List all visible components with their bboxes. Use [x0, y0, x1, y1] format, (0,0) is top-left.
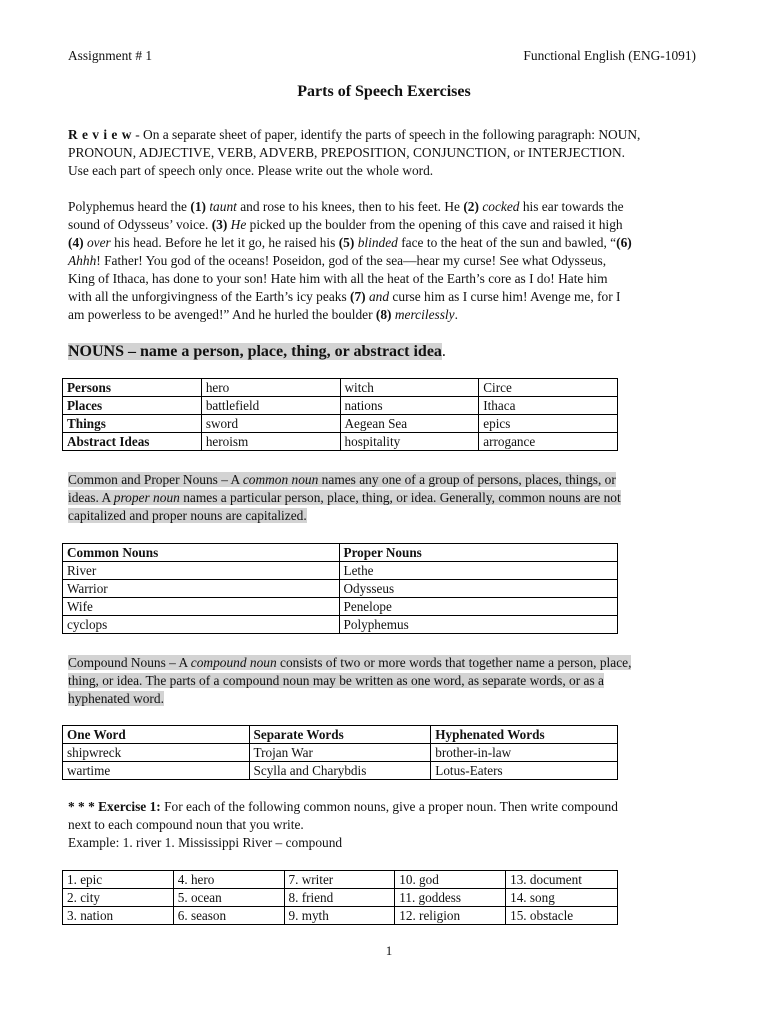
table-cell: Wife [63, 598, 340, 616]
course-label: Functional English (ENG-1091) [523, 48, 696, 63]
common-proper-table [62, 543, 618, 634]
text-span: common noun [242, 472, 319, 487]
table-cell: 15. obstacle [506, 907, 618, 925]
text-span: compound noun [190, 655, 277, 670]
table-row [63, 616, 618, 634]
table-cell: Lotus-Eaters [431, 762, 618, 780]
table-row [63, 562, 618, 580]
text-span: with all the unforgivingness of the Earth’s icy peaks [68, 289, 351, 304]
table-row [63, 907, 618, 925]
table-row [63, 397, 618, 415]
table-cell: 7. writer [284, 871, 395, 889]
table-cell: 3. nation [63, 907, 174, 925]
table-cell: witch [340, 379, 479, 397]
text-span: (3) [211, 217, 231, 232]
text-span: and [368, 289, 390, 304]
table-row [63, 871, 618, 889]
table-cell [63, 433, 202, 451]
table-cell: Odysseus [339, 580, 617, 598]
table-cell: Warrior [63, 580, 340, 598]
table-cell: shipwreck [63, 744, 250, 762]
text-span: - On a separate sheet of paper, identify the parts of speech in the following paragraph: NOUN, [131, 127, 641, 142]
text-span: (4) [68, 235, 87, 250]
exercise-table [62, 870, 618, 925]
table-row [63, 580, 618, 598]
text-span: am powerless to be avenged!” And he hurled the boulder [68, 307, 376, 322]
common-proper-line-2 [68, 489, 708, 507]
text-span: picked up the boulder from the opening of this cave and raised it high [246, 217, 623, 232]
text-span: (8) [375, 307, 395, 322]
text-span: He [230, 217, 247, 232]
table-cell: 8. friend [284, 889, 395, 907]
review-line-2: PRONOUN, ADJECTIVE, VERB, ADVERB, PREPOSITION, CONJUNCTION, or INTERJECTION. [68, 145, 625, 160]
text-span: ideas. A [68, 490, 114, 505]
table-cell: Lethe [339, 562, 617, 580]
table-cell: River [63, 562, 340, 580]
text-span: . [441, 343, 446, 360]
text-span: curse him as I curse him! Avenge me, for I [389, 289, 621, 304]
passage-line-5: King of Ithaca, has done to your son! Hate him with all the heat of the Earth’s core as I do! Hate him [68, 271, 608, 286]
exercise-line-1 [68, 798, 708, 816]
text-span [68, 655, 631, 670]
table-cell: 10. god [395, 871, 506, 889]
text-span: mercilessly [394, 307, 455, 322]
table-cell: Polyphemus [339, 616, 617, 634]
table-cell: Scylla and Charybdis [249, 762, 431, 780]
table-cell: brother-in-law [431, 744, 618, 762]
page-title: Parts of Speech Exercises [297, 83, 471, 100]
table-cell: 4. hero [173, 871, 284, 889]
passage-line-7 [68, 306, 708, 324]
text-span: and rose to his knees, then to his feet. He [236, 199, 464, 214]
exercise-label: * * * Exercise 1: [68, 799, 161, 814]
text-span: Things [67, 416, 106, 431]
text-span: Compound Nouns – A [68, 655, 191, 670]
passage-line-2 [68, 216, 708, 234]
table-cell: Aegean Sea [340, 415, 479, 433]
table-row [63, 762, 618, 780]
text-span [68, 472, 616, 487]
text-span: capitalized and proper nouns are capitalized. [68, 508, 307, 523]
text-span: For each of the following common nouns, give a proper noun. Then write compound [160, 799, 618, 814]
text-span: . [454, 307, 458, 322]
table-row [63, 379, 618, 397]
text-span: NOUNS – name a person, place, thing, or abstract idea [68, 343, 442, 360]
table-cell [63, 415, 202, 433]
exercise-example: Example: 1. river 1. Mississippi River – compound [68, 835, 343, 850]
table-cell [63, 397, 202, 415]
text-span: (2) [463, 199, 483, 214]
text-span: proper noun [113, 490, 180, 505]
table-cell: hospitality [340, 433, 479, 451]
compound-line-1 [68, 654, 708, 672]
table-cell: 9. myth [284, 907, 395, 925]
review-line-1 [68, 126, 708, 144]
table-header-row [63, 544, 618, 562]
table-cell: 11. goddess [395, 889, 506, 907]
table-cell: epics [479, 415, 618, 433]
text-span: (5) [338, 235, 358, 250]
table-header-cell: One Word [63, 726, 250, 744]
compound-table [62, 725, 618, 780]
table-header-cell: Separate Words [249, 726, 431, 744]
table-cell: Circe [479, 379, 618, 397]
table-row [63, 744, 618, 762]
review-line-3: Use each part of speech only once. Please write out the whole word. [68, 163, 434, 178]
exercise-line-2: next to each compound noun that you write. [68, 817, 304, 832]
table-cell: arrogance [479, 433, 618, 451]
page-number: 1 [385, 943, 393, 958]
passage-line-4 [68, 252, 708, 270]
passage-line-6 [68, 288, 708, 306]
table-cell: hero [201, 379, 340, 397]
text-span: over [86, 235, 111, 250]
text-span: hyphenated word. [68, 691, 164, 706]
table-cell: 14. song [506, 889, 618, 907]
table-row [63, 889, 618, 907]
text-span: consists of two or more words that together name a person, place, [276, 655, 632, 670]
text-span: Polyphemus heard the [68, 199, 191, 214]
text-span: his ear towards the [519, 199, 624, 214]
common-proper-line-1 [68, 471, 708, 489]
table-cell: nations [340, 397, 479, 415]
nouns-heading [68, 342, 446, 362]
table-header-cell: Proper Nouns [339, 544, 617, 562]
table-header-cell: Hyphenated Words [431, 726, 618, 744]
table-cell: sword [201, 415, 340, 433]
text-span: names a particular person, place, thing, or idea. Generally, common nouns are not [179, 490, 621, 505]
table-row [63, 433, 618, 451]
table-cell: battlefield [201, 397, 340, 415]
table-cell: 1. epic [63, 871, 174, 889]
text-span: thing, or idea. The parts of a compound noun may be written as one word, as separate words, or as a [68, 673, 604, 688]
common-proper-line-3 [68, 507, 708, 525]
nouns-table [62, 378, 618, 451]
text-span: cocked [482, 199, 520, 214]
text-span: his head. Before he let it go, he raised his [110, 235, 339, 250]
table-cell [63, 379, 202, 397]
text-span: Places [67, 398, 103, 413]
table-cell: 2. city [63, 889, 174, 907]
table-row [63, 598, 618, 616]
table-cell: 6. season [173, 907, 284, 925]
text-span [68, 490, 621, 505]
compound-line-2 [68, 672, 708, 690]
text-span: names any one of a group of persons, places, things, or [318, 472, 616, 487]
text-span: (7) [350, 289, 369, 304]
text-span: taunt [209, 199, 237, 214]
table-cell: 5. ocean [173, 889, 284, 907]
table-row [63, 415, 618, 433]
table-cell: 12. religion [395, 907, 506, 925]
compound-line-3 [68, 690, 708, 708]
text-span: Common and Proper Nouns – A [68, 472, 243, 487]
text-span: blinded [357, 235, 398, 250]
table-cell: Trojan War [249, 744, 431, 762]
table-header-row [63, 726, 618, 744]
assignment-label: Assignment # 1 [68, 48, 153, 63]
text-span: ! Father! You god of the oceans! Poseidon, god of the sea—hear my curse! See what Odysseus, [96, 253, 607, 268]
text-span: sound of Odysseus’ voice. [68, 217, 212, 232]
table-cell: heroism [201, 433, 340, 451]
table-cell: cyclops [63, 616, 340, 634]
table-cell: Penelope [339, 598, 617, 616]
text-span: (1) [190, 199, 210, 214]
table-cell: wartime [63, 762, 250, 780]
text-span: (6) [616, 235, 632, 250]
table-header-cell: Common Nouns [63, 544, 340, 562]
review-label: R e v i e w [68, 127, 132, 142]
text-span: Abstract Ideas [67, 434, 150, 449]
text-span: Persons [67, 380, 111, 395]
passage-line-1 [68, 198, 708, 216]
table-cell: 13. document [506, 871, 618, 889]
passage-line-3 [68, 234, 708, 252]
text-span: Ahhh [68, 253, 97, 268]
table-cell: Ithaca [479, 397, 618, 415]
text-span: face to the heat of the sun and bawled, “ [397, 235, 617, 250]
